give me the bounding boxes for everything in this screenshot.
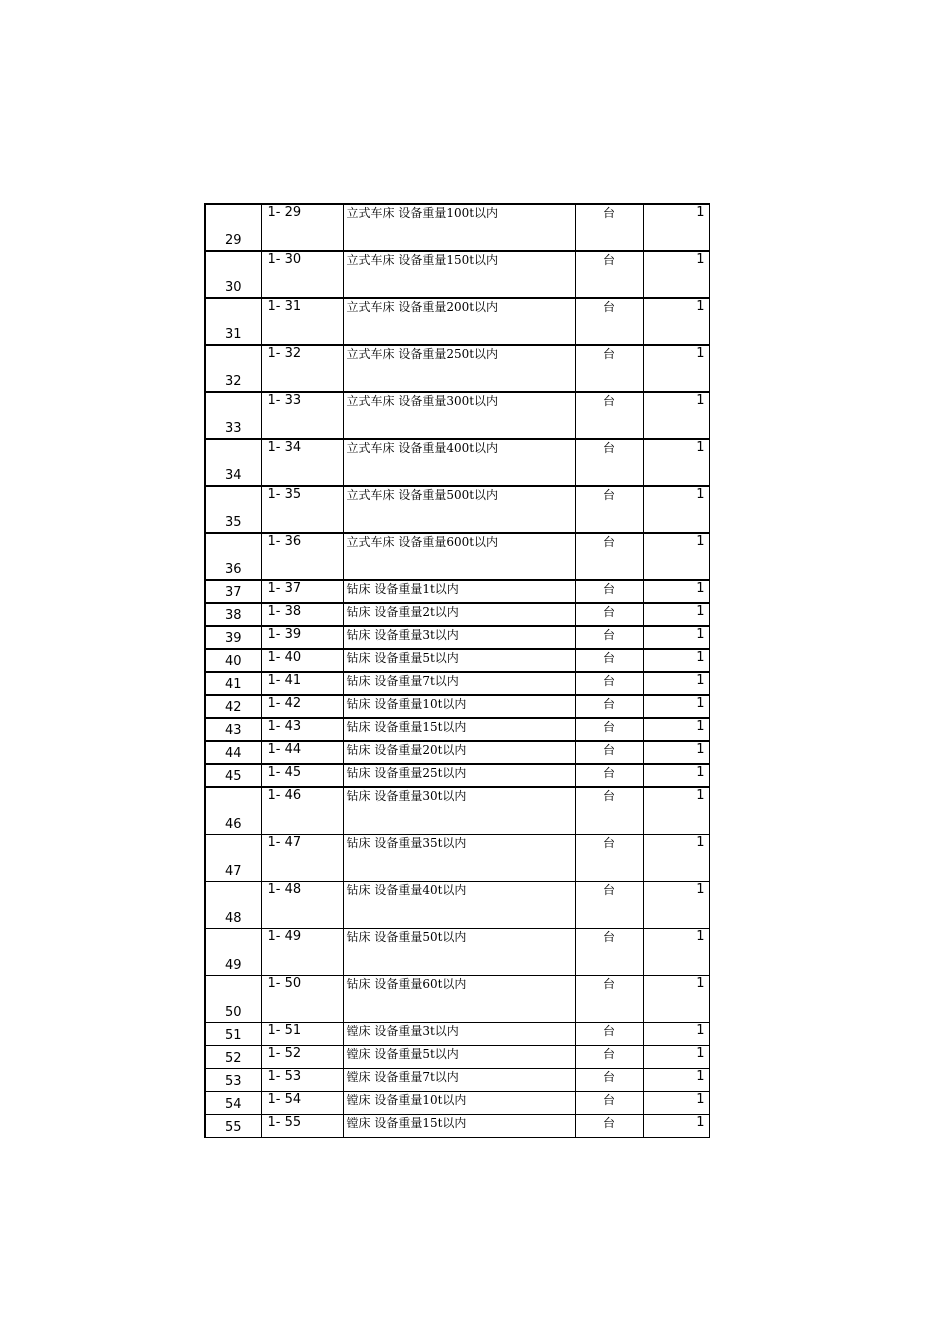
quota-code: 1- 41 <box>261 672 343 695</box>
row-number: 41 <box>205 672 261 695</box>
quota-code: 1- 44 <box>261 741 343 764</box>
table-row <box>205 251 709 298</box>
unit: 台 <box>575 1022 643 1045</box>
quantity: 1 <box>643 718 709 741</box>
row-number: 30 <box>205 251 261 298</box>
quantity: 1 <box>643 1022 709 1045</box>
row-number: 50 <box>205 975 261 1022</box>
unit: 台 <box>575 649 643 672</box>
item-description: 钻床 设备重量10t以内 <box>343 695 575 718</box>
unit: 台 <box>575 928 643 975</box>
item-description: 立式车床 设备重量200t以内 <box>343 298 575 345</box>
quantity: 1 <box>643 741 709 764</box>
unit: 台 <box>575 975 643 1022</box>
table-row <box>205 881 709 928</box>
item-description: 钻床 设备重量7t以内 <box>343 672 575 695</box>
quantity: 1 <box>643 626 709 649</box>
table-row <box>205 695 709 718</box>
row-number: 42 <box>205 695 261 718</box>
table-row <box>205 1091 709 1114</box>
unit: 台 <box>575 626 643 649</box>
item-description: 钻床 设备重量50t以内 <box>343 928 575 975</box>
quantity: 1 <box>643 204 709 251</box>
unit: 台 <box>575 787 643 834</box>
quantity: 1 <box>643 764 709 787</box>
unit: 台 <box>575 533 643 580</box>
table-row <box>205 928 709 975</box>
unit: 台 <box>575 718 643 741</box>
quota-code: 1- 30 <box>261 251 343 298</box>
quantity: 1 <box>643 486 709 533</box>
row-number: 45 <box>205 764 261 787</box>
table-row <box>205 439 709 486</box>
row-number: 46 <box>205 787 261 834</box>
row-number: 52 <box>205 1045 261 1068</box>
unit: 台 <box>575 345 643 392</box>
quota-code: 1- 39 <box>261 626 343 649</box>
item-description: 立式车床 设备重量600t以内 <box>343 533 575 580</box>
table-row <box>205 764 709 787</box>
unit: 台 <box>575 486 643 533</box>
quantity: 1 <box>643 695 709 718</box>
quota-code: 1- 54 <box>261 1091 343 1114</box>
item-description: 镗床 设备重量15t以内 <box>343 1114 575 1137</box>
item-description: 镗床 设备重量3t以内 <box>343 1022 575 1045</box>
item-description: 立式车床 设备重量400t以内 <box>343 439 575 486</box>
unit: 台 <box>575 741 643 764</box>
item-description: 镗床 设备重量7t以内 <box>343 1068 575 1091</box>
quantity: 1 <box>643 603 709 626</box>
table-row <box>205 603 709 626</box>
table-row <box>205 298 709 345</box>
unit: 台 <box>575 603 643 626</box>
quantity: 1 <box>643 251 709 298</box>
table-row <box>205 204 709 251</box>
row-number: 48 <box>205 881 261 928</box>
quota-code: 1- 37 <box>261 580 343 603</box>
quantity: 1 <box>643 392 709 439</box>
item-description: 钻床 设备重量35t以内 <box>343 834 575 881</box>
table-row <box>205 672 709 695</box>
quota-code: 1- 47 <box>261 834 343 881</box>
unit: 台 <box>575 695 643 718</box>
quota-code: 1- 43 <box>261 718 343 741</box>
row-number: 40 <box>205 649 261 672</box>
unit: 台 <box>575 764 643 787</box>
unit: 台 <box>575 251 643 298</box>
row-number: 49 <box>205 928 261 975</box>
table-row <box>205 1114 709 1137</box>
item-description: 钻床 设备重量60t以内 <box>343 975 575 1022</box>
quota-code: 1- 55 <box>261 1114 343 1137</box>
item-description: 镗床 设备重量5t以内 <box>343 1045 575 1068</box>
row-number: 38 <box>205 603 261 626</box>
quota-code: 1- 45 <box>261 764 343 787</box>
quota-code: 1- 34 <box>261 439 343 486</box>
quantity: 1 <box>643 928 709 975</box>
item-description: 钻床 设备重量30t以内 <box>343 787 575 834</box>
row-number: 29 <box>205 204 261 251</box>
unit: 台 <box>575 672 643 695</box>
row-number: 35 <box>205 486 261 533</box>
quota-code: 1- 35 <box>261 486 343 533</box>
quota-code: 1- 36 <box>261 533 343 580</box>
unit: 台 <box>575 1045 643 1068</box>
item-description: 钻床 设备重量1t以内 <box>343 580 575 603</box>
item-description: 钻床 设备重量2t以内 <box>343 603 575 626</box>
unit: 台 <box>575 439 643 486</box>
row-number: 36 <box>205 533 261 580</box>
quota-code: 1- 48 <box>261 881 343 928</box>
item-description: 立式车床 设备重量500t以内 <box>343 486 575 533</box>
quota-code: 1- 46 <box>261 787 343 834</box>
quota-code: 1- 52 <box>261 1045 343 1068</box>
unit: 台 <box>575 1091 643 1114</box>
quota-code: 1- 33 <box>261 392 343 439</box>
quantity: 1 <box>643 787 709 834</box>
quantity: 1 <box>643 298 709 345</box>
quantity: 1 <box>643 975 709 1022</box>
item-description: 钻床 设备重量20t以内 <box>343 741 575 764</box>
row-number: 44 <box>205 741 261 764</box>
table-row <box>205 486 709 533</box>
quota-code: 1- 51 <box>261 1022 343 1045</box>
table-row <box>205 787 709 834</box>
quantity: 1 <box>643 345 709 392</box>
unit: 台 <box>575 392 643 439</box>
row-number: 39 <box>205 626 261 649</box>
item-description: 立式车床 设备重量250t以内 <box>343 345 575 392</box>
table-row <box>205 392 709 439</box>
item-description: 立式车床 设备重量300t以内 <box>343 392 575 439</box>
unit: 台 <box>575 298 643 345</box>
table-row <box>205 533 709 580</box>
unit: 台 <box>575 1114 643 1137</box>
row-number: 31 <box>205 298 261 345</box>
table-row <box>205 1022 709 1045</box>
quantity: 1 <box>643 649 709 672</box>
row-number: 51 <box>205 1022 261 1045</box>
table-row <box>205 975 709 1022</box>
quantity: 1 <box>643 881 709 928</box>
row-number: 55 <box>205 1114 261 1137</box>
row-number: 34 <box>205 439 261 486</box>
quota-code: 1- 40 <box>261 649 343 672</box>
quantity: 1 <box>643 1045 709 1068</box>
unit: 台 <box>575 834 643 881</box>
quantity: 1 <box>643 580 709 603</box>
item-description: 立式车床 设备重量150t以内 <box>343 251 575 298</box>
quantity: 1 <box>643 533 709 580</box>
table-row <box>205 580 709 603</box>
quota-code: 1- 29 <box>261 204 343 251</box>
quantity: 1 <box>643 834 709 881</box>
quantity: 1 <box>643 672 709 695</box>
quantity: 1 <box>643 439 709 486</box>
unit: 台 <box>575 1068 643 1091</box>
item-description: 钻床 设备重量3t以内 <box>343 626 575 649</box>
table-row <box>205 649 709 672</box>
row-number: 47 <box>205 834 261 881</box>
table-row <box>205 741 709 764</box>
item-description: 钻床 设备重量40t以内 <box>343 881 575 928</box>
table-row <box>205 718 709 741</box>
unit: 台 <box>575 881 643 928</box>
row-number: 43 <box>205 718 261 741</box>
quantity: 1 <box>643 1091 709 1114</box>
unit: 台 <box>575 580 643 603</box>
table-row <box>205 834 709 881</box>
row-number: 53 <box>205 1068 261 1091</box>
quota-code: 1- 38 <box>261 603 343 626</box>
quota-code: 1- 49 <box>261 928 343 975</box>
row-number: 54 <box>205 1091 261 1114</box>
table-row <box>205 345 709 392</box>
item-description: 镗床 设备重量10t以内 <box>343 1091 575 1114</box>
quantity: 1 <box>643 1114 709 1137</box>
quota-code: 1- 50 <box>261 975 343 1022</box>
quota-code: 1- 32 <box>261 345 343 392</box>
table-row <box>205 1045 709 1068</box>
quota-table-body <box>205 204 709 1137</box>
item-description: 钻床 设备重量25t以内 <box>343 764 575 787</box>
item-description: 钻床 设备重量5t以内 <box>343 649 575 672</box>
item-description: 钻床 设备重量15t以内 <box>343 718 575 741</box>
quota-table <box>204 203 710 1138</box>
table-row <box>205 626 709 649</box>
row-number: 33 <box>205 392 261 439</box>
table-row <box>205 1068 709 1091</box>
item-description: 立式车床 设备重量100t以内 <box>343 204 575 251</box>
quota-code: 1- 31 <box>261 298 343 345</box>
quota-code: 1- 53 <box>261 1068 343 1091</box>
quantity: 1 <box>643 1068 709 1091</box>
unit: 台 <box>575 204 643 251</box>
quota-code: 1- 42 <box>261 695 343 718</box>
row-number: 32 <box>205 345 261 392</box>
row-number: 37 <box>205 580 261 603</box>
